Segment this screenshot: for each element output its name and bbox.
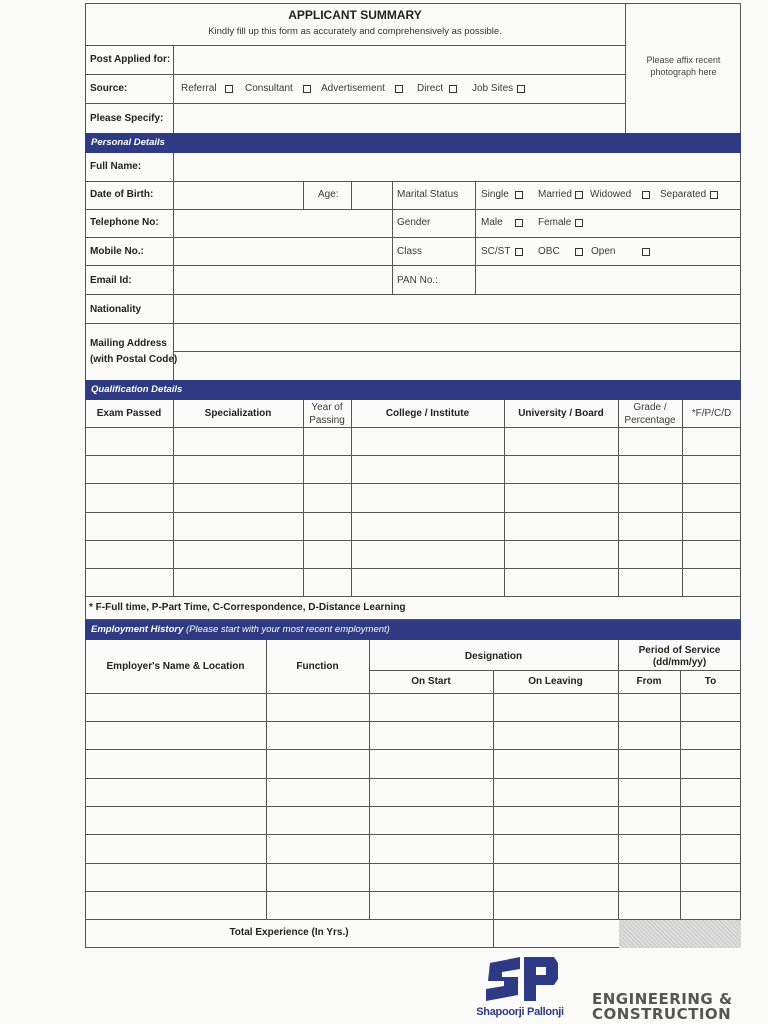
qualification-footnote: * F-Full time, P-Part Time, C-Correspondence, D-Distance Learning: [89, 602, 406, 613]
marital-option-married: Married: [538, 189, 572, 200]
qual-col-year-line-2: Passing: [309, 415, 345, 426]
source-consultant-checkbox[interactable]: [303, 85, 311, 93]
mobile-input[interactable]: [175, 239, 391, 264]
divider: [85, 103, 625, 104]
age-label: Age:: [318, 189, 339, 200]
gender-female-checkbox[interactable]: [575, 219, 583, 227]
column-divider: [682, 400, 683, 596]
qual-col-year-line-1: Year of: [311, 402, 343, 413]
email-input[interactable]: [175, 267, 391, 293]
divider: [85, 512, 741, 513]
source-job-sites-checkbox[interactable]: [517, 85, 525, 93]
mobile-label: Mobile No.:: [90, 246, 144, 257]
divider: [85, 540, 741, 541]
nationality-label: Nationality: [90, 304, 142, 315]
form-title: APPLICANT SUMMARY: [288, 8, 422, 22]
source-option-consultant: Consultant: [245, 83, 293, 94]
mailing-address-line-2[interactable]: [175, 353, 740, 379]
age-input[interactable]: [353, 183, 391, 208]
qual-col-specialization: Specialization: [204, 408, 272, 419]
employment-heading-title: Employment History: [91, 624, 184, 635]
gender-option-male: Male: [481, 217, 503, 228]
divider: [85, 45, 625, 46]
employment-heading-note: (Please start with your most recent employment): [186, 624, 390, 635]
divider: [85, 181, 741, 182]
class-sc-st-checkbox[interactable]: [515, 248, 523, 256]
photo-box-border: [625, 3, 626, 133]
personal-details-heading: Personal Details: [85, 133, 741, 153]
marital-option-separated: Separated: [660, 189, 707, 200]
brand-name: Shapoorji Pallonji: [476, 1006, 564, 1018]
source-option-advertisement: Advertisement: [321, 83, 385, 94]
dob-input[interactable]: [175, 183, 302, 208]
column-divider: [618, 400, 619, 596]
divider: [303, 181, 304, 209]
please-specify-label: Please Specify:: [90, 113, 164, 124]
divider: [85, 427, 741, 428]
employment-history-heading: [85, 620, 741, 640]
emp-col-on-leaving: On Leaving: [528, 676, 583, 687]
label-column-divider: [173, 153, 174, 380]
emp-col-to: To: [704, 676, 717, 687]
total-experience-label: Total Experience (In Yrs.): [229, 927, 349, 938]
marital-option-single: Single: [481, 189, 509, 200]
divider: [85, 483, 741, 484]
column-divider: [351, 400, 352, 596]
qual-col-grade-line-1: Grade /: [633, 402, 667, 413]
divider: [351, 181, 352, 209]
source-label: Source:: [90, 83, 128, 94]
source-option-referral: Referral: [181, 83, 217, 94]
marital-widowed-checkbox[interactable]: [642, 191, 650, 199]
dob-label: Date of Birth:: [90, 189, 154, 200]
divider: [85, 806, 741, 807]
tagline-line-2: CONSTRUCTION: [592, 1005, 732, 1023]
marital-married-checkbox[interactable]: [575, 191, 583, 199]
post-applied-input[interactable]: [175, 47, 623, 73]
emp-col-from: From: [636, 676, 662, 687]
source-option-job-sites: Job Sites: [472, 83, 514, 94]
mailing-address-line-1[interactable]: [175, 325, 740, 350]
source-direct-checkbox[interactable]: [449, 85, 457, 93]
marital-single-checkbox[interactable]: [515, 191, 523, 199]
divider: [85, 323, 741, 324]
form-subtitle: Kindly fill up this form as accurately and comprehensively as possible.: [208, 26, 502, 37]
pan-input[interactable]: [477, 267, 740, 293]
column-divider: [504, 400, 505, 596]
please-specify-input[interactable]: [175, 105, 623, 132]
class-option-open: Open: [591, 246, 616, 257]
telephone-label: Telephone No:: [90, 217, 159, 228]
emp-col-period-line-1: Period of Service: [638, 645, 721, 656]
divider: [85, 721, 741, 722]
full-name-input[interactable]: [175, 155, 740, 180]
divider: [85, 834, 741, 835]
emp-col-designation: Designation: [464, 651, 523, 662]
gender-male-checkbox[interactable]: [515, 219, 523, 227]
divider: [85, 265, 741, 266]
divider: [85, 455, 741, 456]
divider: [85, 294, 741, 295]
divider: [85, 749, 741, 750]
tagline-line-1: ENGINEERING &: [592, 990, 733, 1008]
gender-option-female: Female: [538, 217, 572, 228]
emp-col-function: Function: [296, 661, 339, 672]
column-divider: [173, 400, 174, 596]
emp-col-employer: Employer's Name & Location: [106, 661, 245, 672]
divider: [85, 891, 741, 892]
mailing-postal-note: (with Postal Code): [90, 354, 178, 365]
full-name-label: Full Name:: [90, 161, 142, 172]
divider: [369, 670, 741, 671]
nationality-input[interactable]: [175, 296, 740, 322]
qualification-details-heading: Qualification Details: [85, 380, 741, 400]
divider: [85, 596, 741, 597]
divider: [85, 693, 741, 694]
total-experience-input[interactable]: [495, 921, 617, 947]
marital-status-label: Marital Status: [397, 189, 459, 200]
mailing-address-label: Mailing Address: [90, 338, 167, 349]
post-applied-label: Post Applied for:: [90, 54, 171, 65]
telephone-input[interactable]: [175, 211, 391, 236]
shaded-office-use-cell: [619, 920, 741, 948]
source-referral-checkbox[interactable]: [225, 85, 233, 93]
pan-label: PAN No.:: [397, 275, 438, 286]
class-open-checkbox[interactable]: [642, 248, 650, 256]
class-label: Class: [397, 246, 423, 257]
column-divider: [266, 640, 267, 919]
divider: [85, 778, 741, 779]
qual-col-mode: *F/P/C/D: [691, 408, 732, 419]
qual-col-university: University / Board: [518, 408, 604, 419]
divider: [475, 181, 476, 294]
emp-col-period-line-2: (dd/mm/yy): [652, 657, 707, 668]
class-option-sc-st: SC/ST: [481, 246, 511, 257]
column-divider: [493, 670, 494, 948]
qual-col-college: College / Institute: [385, 408, 470, 419]
marital-separated-checkbox[interactable]: [710, 191, 718, 199]
divider: [85, 209, 741, 210]
marital-option-widowed: Widowed: [590, 189, 632, 200]
source-advertisement-checkbox[interactable]: [395, 85, 403, 93]
divider: [85, 74, 625, 75]
gender-label: Gender: [397, 217, 431, 228]
email-label: Email Id:: [90, 275, 132, 286]
qual-col-exam: Exam Passed: [96, 408, 162, 419]
class-option-obc: OBC: [538, 246, 560, 257]
divider: [85, 237, 741, 238]
divider: [392, 181, 393, 294]
qual-col-grade-line-2: Percentage: [624, 415, 676, 426]
column-divider: [303, 400, 304, 596]
divider: [85, 863, 741, 864]
source-option-direct: Direct: [417, 83, 444, 94]
photo-placeholder-note[interactable]: Please affix recent photograph here: [646, 55, 721, 77]
divider: [173, 351, 741, 352]
column-divider: [680, 670, 681, 919]
divider: [85, 568, 741, 569]
label-column-divider: [173, 45, 174, 133]
emp-col-on-start: On Start: [411, 676, 451, 687]
class-obc-checkbox[interactable]: [575, 248, 583, 256]
